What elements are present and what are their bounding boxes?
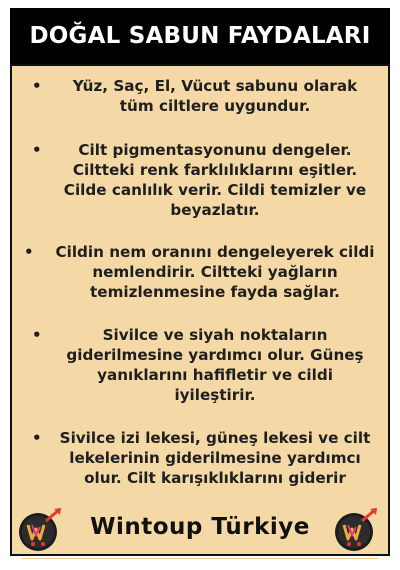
item-line: Cilt pigmentasyonunu dengeler. [78, 141, 352, 159]
item-line: beyazlatır. [170, 201, 260, 219]
item-line: Cildin nem oranını dengeleyerek cildi [55, 243, 375, 261]
brand-footer [0, 494, 400, 560]
bullet-icon: • [32, 77, 42, 95]
item-line: temizlenmesine fayda sağlar. [90, 283, 340, 301]
item-line: Yüz, Saç, El, Vücut sabunu olarak [72, 77, 358, 95]
shopping-cart-logo-icon [332, 505, 384, 553]
item-line: lekelerinin giderilmesine yardımcı [69, 449, 361, 467]
list-item [12, 76, 392, 116]
bullet-icon: • [32, 141, 42, 159]
item-line: Cilde canlılık verir. Cildi temizler ve [63, 181, 367, 199]
item-line: yanıklarını hafifletir ve cildi [97, 366, 333, 384]
item-line: Sivilce ve siyah noktaların [102, 326, 328, 344]
shopping-cart-logo-icon [16, 505, 68, 553]
bullet-icon: • [24, 243, 34, 261]
title-banner [10, 8, 390, 64]
list-item [12, 242, 392, 302]
item-line: iyileştirir. [174, 386, 256, 404]
item-line: Ciltteki renk farklılıklarını eşitler. [72, 161, 358, 179]
benefits-panel [10, 64, 390, 556]
item-line: olur. Cilt karışıklıklarını giderir [84, 469, 346, 487]
item-line: Sivilce izi lekesi, güneş lekesi ve cilt [59, 429, 371, 447]
bullet-icon: • [32, 326, 42, 344]
list-item [12, 325, 392, 405]
bullet-icon: • [32, 429, 42, 447]
list-item [12, 140, 392, 220]
list-item [12, 428, 392, 488]
item-line: giderilmesine yardımcı olur. Güneş [66, 346, 364, 364]
page-title: DOĞAL SABUN FAYDALARI [29, 23, 371, 49]
item-line: nemlendirir. Ciltteki yağların [92, 263, 338, 281]
item-line: tüm ciltlere uygundur. [119, 97, 311, 115]
brand-name: Wintoup Türkiye [90, 514, 310, 540]
